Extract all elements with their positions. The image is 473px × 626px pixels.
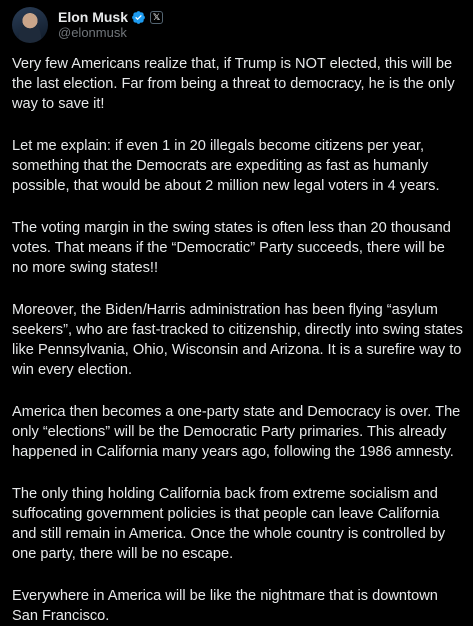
name-row [58, 9, 163, 25]
post-paragraph: The only thing holding California back from extreme socialism and suffocating government policies is that people can leave California and still remain in America. Once the whole country is controlled by one party, there will be no escape. [12, 486, 446, 562]
verified-badge-icon[interactable] [131, 10, 146, 25]
author-handle[interactable]: @elonmusk [58, 25, 127, 41]
post-paragraph: Let me explain: if even 1 in 20 illegals become citizens per year, something that the Democrats are expediting as fast as humanly possible, that would be about 2 million new legal voters in 4 years. [12, 138, 440, 194]
post-paragraph: The voting margin in the swing states is often less than 20 thousand votes. That means if the “Democratic” Party succeeds, there will be no more swing states!! [12, 220, 451, 276]
author-names [58, 9, 163, 41]
post-paragraph: America then becomes a one-party state and Democracy is over. The only “elections” will be the Democratic Party primaries. This already happened in California many years ago, following the 1986 amnesty. [12, 404, 461, 460]
avatar[interactable] [12, 7, 48, 43]
post-paragraph: Everywhere in America will be like the nightmare that is downtown San Francisco. [12, 588, 438, 624]
post-paragraph: Moreover, the Biden/Harris administration has been flying “asylum seekers”, who are fast-tracked to citizenship, directly into swing states like Pennsylvania, Ohio, Wisconsin and Arizona. It is a surefire way to win every election. [12, 302, 463, 378]
post-text [12, 54, 464, 626]
x-logo-icon[interactable]: 𝕏 [150, 11, 163, 24]
post-header [12, 7, 163, 43]
post-paragraph: Very few Americans realize that, if Trump is NOT elected, this will be the last election. Far from being a threat to democracy, he is the only way to save it! [12, 56, 455, 112]
author-display-name[interactable]: Elon Musk [58, 8, 129, 25]
